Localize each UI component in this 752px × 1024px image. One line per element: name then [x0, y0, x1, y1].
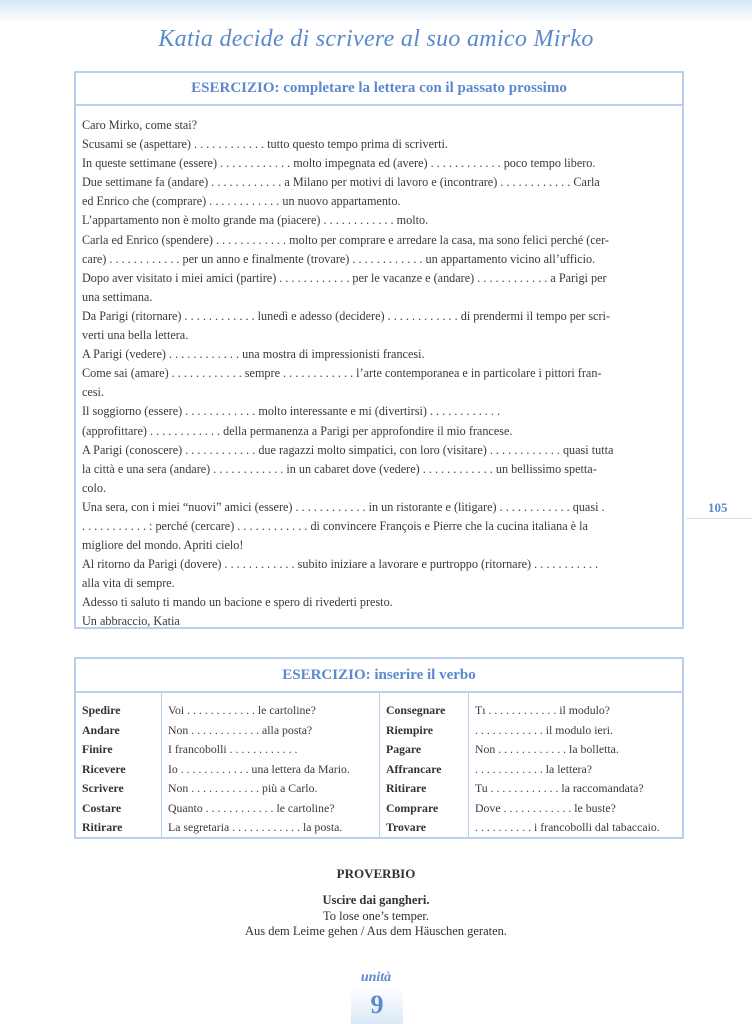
letter-line: la città e una sera (andare) . . . . . . . . . . . . in un cabaret dove (vedere) . . . . . . . . . . . . un bellissimo spetta- — [82, 461, 597, 476]
sentence-cell: . . . . . . . . . . . . la lettera? — [475, 761, 592, 776]
proverb-block — [0, 866, 752, 940]
exercise-2-heading: ESERCIZIO: inserire il verbo — [76, 659, 682, 693]
letter-line: Una sera, con i miei “nuovi” amici (essere) . . . . . . . . . . . . in un ristorante e (litigare) . . . . . . . . . . . . quasi . — [82, 499, 605, 514]
page-number: 105 — [708, 500, 728, 515]
letter-line: verti una bella lettera. — [82, 328, 189, 343]
sentence-cell: Non . . . . . . . . . . . . più a Carlo. — [168, 781, 318, 795]
letter-line: Carla ed Enrico (spendere) . . . . . . . . . . . . molto per comprare e arredare la casa, ma sono felici perché (cer- — [82, 232, 609, 247]
letter-line: care) . . . . . . . . . . . . per un anno e finalmente (trovare) . . . . . . . . . . . . un appartamento vicino all’ufficio. — [82, 251, 596, 266]
verb-cell: Andare — [82, 722, 120, 737]
letter-line: Il soggiorno (essere) . . . . . . . . . . . . molto interessante e mi (divertirsi) . . . . . . . . . . . . — [82, 404, 501, 419]
sentence-cell: I francobolli . . . . . . . . . . . . — [168, 742, 298, 756]
exercise-1-box — [74, 71, 684, 629]
letter-line: (approfittare) . . . . . . . . . . . . della permanenza a Parigi per approfondire il mio francese. — [82, 423, 513, 438]
sentence-cell: . . . . . . . . . . . . il modulo ieri. — [475, 722, 613, 737]
letter-line: cesi. — [82, 385, 104, 400]
letter-line: . . . . . . . . . . . : perché (cercare) . . . . . . . . . . . . di convincere François e Pierre che la cucina italiana è la — [82, 518, 588, 533]
letter-line: A Parigi (conoscere) . . . . . . . . . . . . due ragazzi molto simpatici, con loro (visitare) . . . . . . . . . . . . quasi tutta — [82, 442, 614, 457]
verb-cell: Scrivere — [82, 781, 124, 795]
letter-line: Caro Mirko, come stai? — [82, 118, 198, 132]
sentence-cell: Tı . . . . . . . . . . . . il modulo? — [475, 703, 611, 717]
sentence-cell: Non . . . . . . . . . . . . alla posta? — [168, 722, 313, 737]
left-sentences-column — [162, 693, 380, 838]
verb-cell: Costare — [82, 800, 122, 815]
verb-cell: Finire — [82, 742, 113, 756]
verb-cell: Ricevere — [82, 761, 126, 776]
sentence-cell: Io . . . . . . . . . . . . una lettera da Mario. — [168, 761, 350, 776]
letter-line: ed Enrico che (comprare) . . . . . . . . . . . . un nuovo appartamento. — [82, 194, 401, 209]
verb-cell: Riempire — [386, 722, 433, 737]
page-number-rule — [686, 518, 752, 519]
letter-line: Un abbraccio, Katia — [82, 614, 180, 629]
verb-cell: Trovare — [386, 820, 426, 834]
verb-cell: Spedire — [82, 703, 121, 717]
left-verbs-column — [76, 693, 162, 838]
letter-line: Da Parigi (ritornare) . . . . . . . . . . . . lunedì e adesso (decidere) . . . . . . . . . . . . di prendermi il tempo per scri- — [82, 308, 610, 323]
letter-text — [76, 106, 682, 632]
exercise-2-box — [74, 657, 684, 839]
proverb-heading: PROVERBIO — [336, 866, 416, 881]
right-verbs-column — [380, 693, 469, 838]
letter-line: Scusami se (aspettare) . . . . . . . . . . . . tutto questo tempo prima di scriverti. — [82, 137, 448, 152]
letter-line: colo. — [82, 480, 107, 495]
exercise-1-heading: ESERCIZIO: completare la lettera con il passato prossimo — [76, 73, 682, 106]
letter-line: Al ritorno da Parigi (dovere) . . . . . . . . . . . . subito iniziare a lavorare e purtroppo (ritornare) . . . . . . . . . . . — [82, 557, 599, 572]
proverb-italian: Uscire dai gangheri. — [322, 893, 430, 907]
letter-line: Dopo aver visitato i miei amici (partire) . . . . . . . . . . . . per le vacanze e (andare) . . . . . . . . . . . . a Parigi per — [82, 270, 607, 285]
sentence-cell: Tu . . . . . . . . . . . . la raccomandata? — [475, 781, 644, 795]
verb-cell: Ritirare — [386, 781, 427, 795]
proverb-german: Aus dem Leime gehen / Aus dem Häuschen geraten. — [244, 924, 508, 938]
verb-cell: Ritirare — [82, 820, 123, 834]
verb-cell: Comprare — [386, 800, 439, 815]
sentence-cell: La segretaria . . . . . . . . . . . . la posta. — [168, 820, 343, 834]
letter-line: L’appartamento non è molto grande ma (piacere) . . . . . . . . . . . . molto. — [82, 213, 429, 228]
unit-label: unità — [360, 970, 392, 985]
verb-cell: Pagare — [386, 742, 422, 756]
letter-line: alla vita di sempre. — [82, 576, 175, 591]
sentence-cell: Voi . . . . . . . . . . . . le cartoline? — [168, 703, 316, 717]
right-sentences-column — [469, 693, 683, 838]
verb-table — [76, 693, 682, 838]
sentence-cell: Quanto . . . . . . . . . . . . le cartoline? — [168, 800, 335, 815]
verb-cell: Consegnare — [386, 703, 446, 717]
letter-line: A Parigi (vedere) . . . . . . . . . . . . una mostra di impressionisti francesi. — [82, 347, 425, 362]
proverb-english: To lose one’s temper. — [322, 908, 430, 923]
letter-line: Adesso ti saluto ti mando un bacione e spero di rivederti presto. — [82, 595, 393, 610]
sentence-cell: Non . . . . . . . . . . . . la bolletta. — [475, 742, 619, 756]
letter-line: In queste settimane (essere) . . . . . . . . . . . . molto impegnata ed (avere) . . . . . . . . . . . . poco tempo libero. — [82, 156, 596, 171]
letter-line: Due settimane fa (andare) . . . . . . . . . . . . a Milano per motivi di lavoro e (incontrare) . . . . . . . . . . . . Carla — [82, 175, 600, 190]
letter-line: una settimana. — [82, 289, 153, 304]
letter-line: migliore del mondo. Apriti cielo! — [82, 538, 244, 553]
unit-number: 9 — [351, 986, 403, 1024]
verb-cell: Affrancare — [386, 761, 442, 776]
letter-line: Come sai (amare) . . . . . . . . . . . . sempre . . . . . . . . . . . . l’arte contemporanea e in particolare i pittori fran- — [82, 366, 602, 381]
page-title: Katia decide di scrivere al suo amico Mirko — [158, 26, 594, 52]
sentence-cell: Dove . . . . . . . . . . . . le buste? — [475, 800, 616, 815]
sentence-cell: . . . . . . . . . . i francobolli dal tabaccaio. — [475, 820, 660, 834]
top-band — [0, 0, 752, 22]
